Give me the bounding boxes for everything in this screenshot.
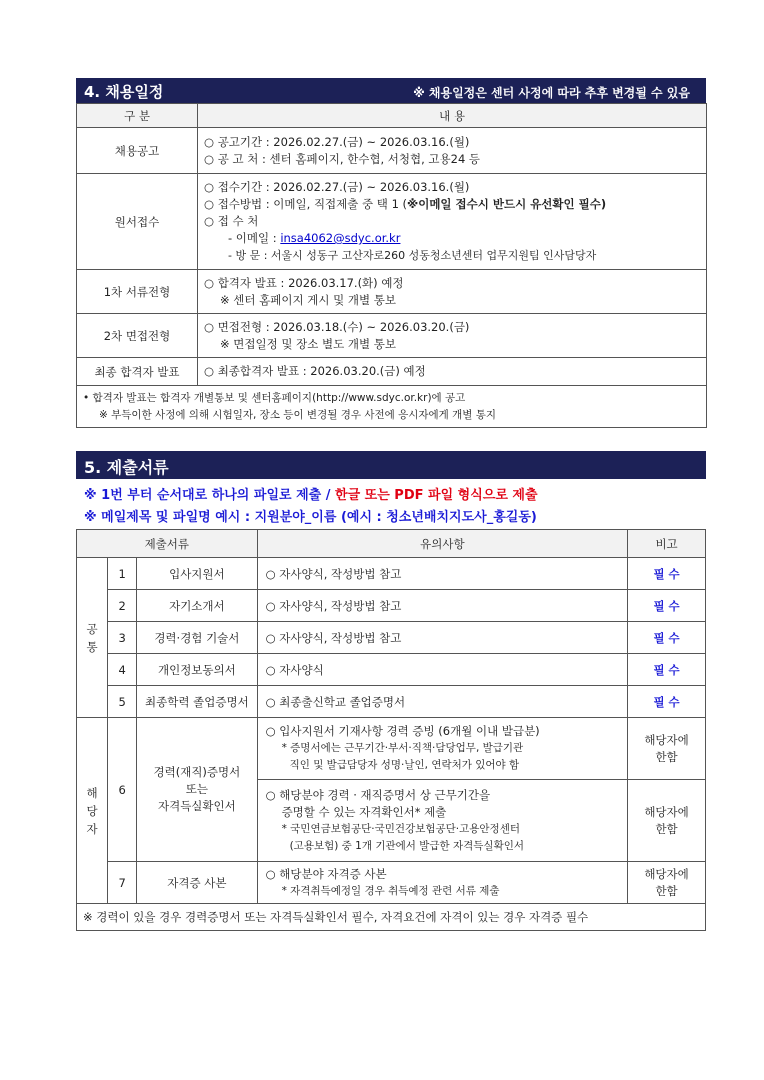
doc-remark: 필 수 — [628, 590, 706, 622]
row-label-application: 원서접수 — [77, 174, 198, 270]
qualification-note: ○ 해당분야 경력 · 재직증명서 상 근무기간을 증명할 수 있는 자격확인서* 제출 * 국민연금보험공단·국민건강보험공단·고용안정센터 (고용보험) 중 1개 기관에서 발급한 자격득실확인서 — [257, 780, 628, 862]
col-header-documents: 제출서류 — [77, 530, 258, 558]
schedule-footer-line2: ※ 부득이한 사정에 의해 시험일자, 장소 등이 변경될 경우 사전에 응시자에게 개별 통지 — [99, 408, 497, 421]
doc-name: 개인정보동의서 — [137, 654, 257, 686]
doc-remark: 필 수 — [628, 622, 706, 654]
doc-note: ○ 자사양식, 작성방법 참고 — [257, 558, 628, 590]
doc-no: 5 — [108, 686, 137, 718]
doc-note: ○ 자사양식, 작성방법 참고 — [257, 622, 628, 654]
interview-note: ※ 면접일정 및 장소 별도 개별 통보 — [220, 336, 396, 351]
schedule-footer — [77, 386, 707, 428]
license-note: ○ 해당분야 자격증 사본 * 자격취득예정일 경우 취득예정 관련 서류 제출 — [257, 862, 628, 904]
application-destination: ○ 접 수 처 — [204, 214, 259, 228]
doc-remark: 필 수 — [628, 654, 706, 686]
row-label-announcement: 채용공고 — [77, 128, 198, 174]
row-label-final: 최종 합격자 발표 — [77, 358, 198, 386]
col-header-content: 내 용 — [198, 104, 707, 128]
application-email: - 이메일 : insa4062@sdyc.or.kr — [228, 231, 401, 245]
section4-header — [76, 78, 706, 103]
doc-note: ○ 자사양식, 작성방법 참고 — [257, 590, 628, 622]
doc-note: ○ 최종출신학교 졸업증명서 — [257, 686, 628, 718]
group-applicable: 해 당 자 — [77, 718, 108, 904]
section5-header — [76, 451, 706, 479]
announcement-venue: ○ 공 고 처 : 센터 홈페이지, 한수협, 서청협, 고용24 등 — [204, 151, 481, 166]
document-screening-content — [198, 270, 707, 314]
career-note: ○ 입사지원서 기재사항 경력 증빙 (6개월 이내 발급분) * 증명서에는 근무기간·부서·직책·담당업무, 발급기관 직인 및 발급담당자 성명·날인, 연락처가 있어야 함 — [257, 718, 628, 780]
application-method: ○ 접수방법 : 이메일, 직접제출 중 택 1 (※이메일 접수시 반드시 유선확인 필수) — [204, 197, 607, 211]
license-remark: 해당자에 한함 — [628, 862, 706, 904]
schedule-change-notice: ※ 채용일정은 센터 사정에 따라 추후 변경될 수 있음 — [413, 86, 690, 100]
application-period: ○ 접수기간 : 2026.02.27.(금) ~ 2026.03.16.(월) — [204, 180, 470, 194]
col-header-category: 구 분 — [77, 104, 198, 128]
schedule-footer-line1: • 합격자 발표는 합격자 개별통보 및 센터홈페이지(http://www.sdyc.or.kr)에 공고 — [83, 391, 466, 404]
section4-title: 4. 채용일정 — [84, 83, 164, 101]
doc-remark: 필 수 — [628, 686, 706, 718]
row-label-document-screening: 1차 서류전형 — [77, 270, 198, 314]
col-header-remarks: 비고 — [628, 530, 706, 558]
doc-name: 최종학력 졸업증명서 — [137, 686, 257, 718]
row-label-interview: 2차 면접전형 — [77, 314, 198, 358]
application-visit: - 방 문 : 서울시 성동구 고산자로260 성동청소년센터 업무지원팀 인사담당자 — [228, 249, 597, 262]
qualification-remark: 해당자에 한함 — [628, 780, 706, 862]
submission-instruction-2: ※ 메일제목 및 파일명 예시 : 지원분야_이름 (예시 : 청소년배치지도사_홍길동) — [84, 510, 537, 525]
final-content — [198, 358, 707, 386]
section5-title: 5. 제출서류 — [84, 458, 169, 477]
submission-instruction-1: ※ 1번 부터 순서대로 하나의 파일로 제출 / 한글 또는 PDF 파일 형식으로 제출 — [84, 488, 538, 503]
group-common: 공 통 — [77, 558, 108, 718]
doc-no: 7 — [108, 862, 137, 904]
doc-name: 입사지원서 — [137, 558, 257, 590]
doc-name: 경력·경험 기술서 — [137, 622, 257, 654]
document-result-note: ※ 센터 홈페이지 게시 및 개별 통보 — [220, 292, 396, 307]
doc-note: ○ 자사양식 — [257, 654, 628, 686]
col-header-notes: 유의사항 — [257, 530, 628, 558]
documents-footer: ※ 경력이 있을 경우 경력증명서 또는 자격득실확인서 필수, 자격요건에 자격이 있는 경우 자격증 필수 — [77, 904, 706, 931]
application-content — [198, 174, 707, 270]
doc-name-career-certificate: 경력(재직)증명서 또는 자격득실확인서 — [137, 718, 257, 862]
doc-name: 자격증 사본 — [137, 862, 257, 904]
interview-period: ○ 면접전형 : 2026.03.18.(수) ~ 2026.03.20.(금) — [204, 319, 470, 334]
announcement-period: ○ 공고기간 : 2026.02.27.(금) ~ 2026.03.16.(월) — [204, 134, 470, 149]
documents-table — [76, 529, 706, 931]
doc-name: 자기소개서 — [137, 590, 257, 622]
doc-no: 4 — [108, 654, 137, 686]
announcement-content — [198, 128, 707, 174]
interview-content — [198, 314, 707, 358]
final-result-date: ○ 최종합격자 발표 : 2026.03.20.(금) 예정 — [204, 364, 426, 378]
doc-no: 6 — [108, 718, 137, 862]
document-result-date: ○ 합격자 발표 : 2026.03.17.(화) 예정 — [204, 275, 404, 290]
schedule-table — [76, 103, 707, 428]
doc-no: 3 — [108, 622, 137, 654]
doc-remark: 필 수 — [628, 558, 706, 590]
career-remark: 해당자에 한함 — [628, 718, 706, 780]
doc-no: 1 — [108, 558, 137, 590]
email-link[interactable]: insa4062@sdyc.or.kr — [280, 231, 401, 245]
doc-no: 2 — [108, 590, 137, 622]
